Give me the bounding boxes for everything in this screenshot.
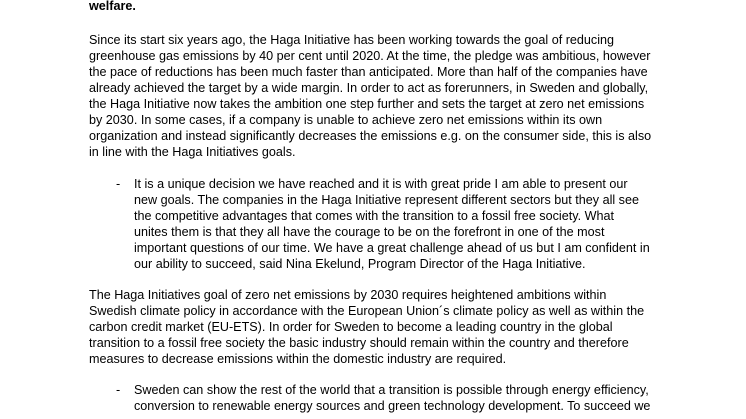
paragraph-line: The Haga Initiatives goal of zero net emissions by 2030 requires heightened ambitions within [89,288,607,302]
paragraph-line: Swedish climate policy in accordance with the European Union´s climate policy as well as within the [89,304,645,318]
paragraph-line: the pace of reductions has been much faster than anticipated. More than half of the companies have [89,65,648,79]
paragraph-line: Since its start six years ago, the Haga Initiative has been working towards the goal of reducing [89,33,615,47]
paragraph-line: the Haga Initiative now takes the ambition one step further and sets the target at zero net emissions [89,97,645,111]
quote-dash: - [116,383,121,397]
paragraph-line: carbon credit market (EU-ETS). In order for Sweden to become a leading country in the global [89,320,613,334]
paragraph-line: organization and instead significantly decreases the emissions e.g. on the consumer side, this is also [89,129,652,143]
quote-line: conversion to renewable energy sources and green technology development. To succeed we [134,399,651,413]
paragraph-line: by 2030. In some cases, if a company is unable to achieve zero net emissions within its own [89,113,603,127]
quote-line: It is a unique decision we have reached and it is with great pride I am able to present our [134,177,628,191]
quote-line: new goals. The companies in the Haga Initiative represent different sectors but they all see [134,193,639,207]
paragraph-line: measures to decrease emissions within the domestic industry are required. [89,352,507,366]
quote-line: our ability to succeed, said Nina Ekelund, Program Director of the Haga Initiative. [134,257,586,271]
quote-dash: - [116,177,121,191]
paragraph-line: in line with the Haga Initiatives goals. [89,145,296,159]
paragraph-line: already achieved the target by a wide margin. In order to act as forerunners, in Sweden and globally, [89,81,649,95]
quote-line: unites them is that they all have the courage to be on the forefront in one of the most [134,225,605,239]
quote-line: the competitive advantages that comes with the transition to a fossil free society. What [134,209,614,223]
bold-fragment-line: welfare. [89,0,136,13]
quote-line: important questions of our time. We have a great challenge ahead of us but I am confident in [134,241,650,255]
paragraph-line: greenhouse gas emissions by 40 per cent until 2020. At the time, the pledge was ambitious, however [89,49,651,63]
quote-line: Sweden can show the rest of the world that a transition is possible through energy efficiency, [134,383,649,397]
paragraph-line: transition to a fossil free society the basic industry should remain within the country and therefore [89,336,629,350]
